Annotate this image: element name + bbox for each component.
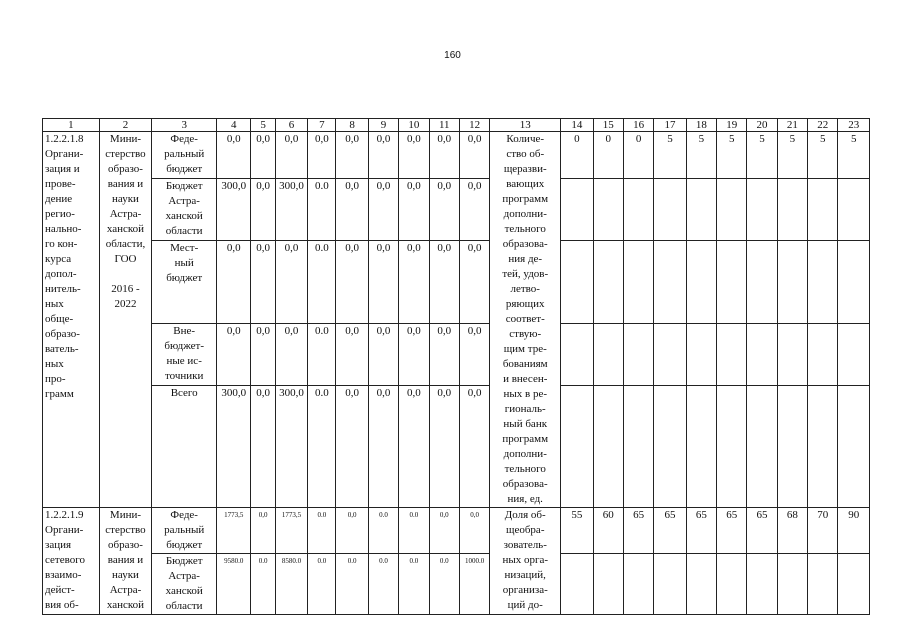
table-row <box>43 132 870 179</box>
funding-value: 8580.0 <box>275 554 307 615</box>
column-header: 20 <box>747 119 777 132</box>
funding-value: 0,0 <box>429 240 459 323</box>
column-header: 14 <box>561 119 593 132</box>
indicator-value: 0 <box>561 132 593 179</box>
funding-value: 0,0 <box>399 132 429 179</box>
indicator-value: 5 <box>717 132 747 179</box>
empty-cell <box>838 386 870 508</box>
funding-value: 0,0 <box>368 386 398 508</box>
empty-cell <box>747 240 777 323</box>
indicator-name: Количе- ство об- щеразви- вающих программ дополни- тельного образова- ния де- тей, удов- летво- ряющих соответ- ствую- щим тре- бованиям и внесен- ных в ре- гиональ- ный банк программ дополни- тельного образова- ния, ед. <box>490 132 561 508</box>
funding-source: Бюджет Астра- ханской области <box>152 554 217 615</box>
funding-value: 0,0 <box>217 240 251 323</box>
funding-value: 0,0 <box>217 324 251 386</box>
activity-executor: Мини- стерство образо- вания и науки Астра- ханской <box>99 508 152 615</box>
indicator-value: 90 <box>838 508 870 554</box>
empty-cell <box>686 178 716 240</box>
column-header: 4 <box>217 119 251 132</box>
empty-cell <box>593 324 623 386</box>
empty-cell <box>808 324 838 386</box>
empty-cell <box>838 554 870 615</box>
funding-value: 0,0 <box>459 508 489 554</box>
indicator-value: 65 <box>654 508 686 554</box>
funding-value: 0,0 <box>399 240 429 323</box>
indicator-value: 5 <box>686 132 716 179</box>
funding-value: 0,0 <box>336 240 368 323</box>
indicator-value: 65 <box>747 508 777 554</box>
empty-cell <box>838 178 870 240</box>
funding-value: 0,0 <box>308 132 336 179</box>
empty-cell <box>747 386 777 508</box>
funding-value: 300,0 <box>275 178 307 240</box>
funding-value: 0,0 <box>336 324 368 386</box>
empty-cell <box>593 386 623 508</box>
funding-value: 0.0 <box>368 508 398 554</box>
indicator-value: 70 <box>808 508 838 554</box>
funding-value: 0,0 <box>336 178 368 240</box>
empty-cell <box>808 386 838 508</box>
column-header: 2 <box>99 119 152 132</box>
column-header: 5 <box>251 119 275 132</box>
funding-value: 0,0 <box>459 324 489 386</box>
indicator-value: 65 <box>623 508 653 554</box>
funding-value: 0,0 <box>275 324 307 386</box>
table-row <box>43 240 870 323</box>
empty-cell <box>838 240 870 323</box>
empty-cell <box>593 178 623 240</box>
column-header: 1 <box>43 119 100 132</box>
funding-value: 0,0 <box>217 132 251 179</box>
empty-cell <box>654 386 686 508</box>
empty-cell <box>623 386 653 508</box>
empty-cell <box>686 324 716 386</box>
empty-cell <box>808 554 838 615</box>
funding-value: 0,0 <box>429 132 459 179</box>
table-row <box>43 178 870 240</box>
table-row <box>43 554 870 615</box>
funding-value: 1773,5 <box>217 508 251 554</box>
indicator-value: 65 <box>686 508 716 554</box>
empty-cell <box>623 240 653 323</box>
indicator-value: 5 <box>777 132 807 179</box>
funding-value: 0,0 <box>429 324 459 386</box>
funding-value: 0,0 <box>251 508 275 554</box>
empty-cell <box>777 324 807 386</box>
empty-cell <box>717 178 747 240</box>
column-header: 9 <box>368 119 398 132</box>
funding-value: 0,0 <box>459 178 489 240</box>
funding-value: 0,0 <box>429 178 459 240</box>
column-header: 12 <box>459 119 489 132</box>
column-header: 23 <box>838 119 870 132</box>
empty-cell <box>654 178 686 240</box>
funding-value: 0,0 <box>251 240 275 323</box>
table-row <box>43 386 870 508</box>
funding-value: 0.0 <box>308 178 336 240</box>
column-header: 16 <box>623 119 653 132</box>
empty-cell <box>777 178 807 240</box>
indicator-name: Доля об- щеобра- зователь- ных орга- низаций, организа- ций до- <box>490 508 561 615</box>
column-header: 18 <box>686 119 716 132</box>
funding-source: Феде- ральный бюджет <box>152 508 217 554</box>
funding-value: 0,0 <box>459 132 489 179</box>
empty-cell <box>623 554 653 615</box>
indicator-value: 5 <box>747 132 777 179</box>
empty-cell <box>777 386 807 508</box>
funding-source: Мест- ный бюджет <box>152 240 217 323</box>
empty-cell <box>561 178 593 240</box>
funding-value: 0.0 <box>308 386 336 508</box>
indicator-value: 5 <box>808 132 838 179</box>
page-number: 160 <box>444 50 461 61</box>
empty-cell <box>686 554 716 615</box>
empty-cell <box>686 240 716 323</box>
empty-cell <box>717 240 747 323</box>
funding-value: 0,0 <box>429 508 459 554</box>
funding-value: 0,0 <box>368 324 398 386</box>
funding-value: 0.0 <box>308 240 336 323</box>
empty-cell <box>777 554 807 615</box>
funding-value: 300,0 <box>217 386 251 508</box>
empty-cell <box>654 324 686 386</box>
funding-source: Феде- ральный бюджет <box>152 132 217 179</box>
empty-cell <box>561 386 593 508</box>
funding-value: 300,0 <box>275 386 307 508</box>
empty-cell <box>747 554 777 615</box>
column-header: 19 <box>717 119 747 132</box>
empty-cell <box>838 324 870 386</box>
empty-cell <box>561 554 593 615</box>
column-number-row <box>43 119 870 132</box>
funding-value: 0,0 <box>251 132 275 179</box>
funding-source: Всего <box>152 386 217 508</box>
funding-value: 0.0 <box>368 554 398 615</box>
empty-cell <box>747 178 777 240</box>
funding-value: 9580.0 <box>217 554 251 615</box>
activity-name: 1.2.2.1.8 Органи- зация и прове- дение регио- нально- го кон- курса допол- нитель- ных обще- образо- ватель- ных про- грамм <box>43 132 100 508</box>
indicator-value: 5 <box>838 132 870 179</box>
indicator-value: 65 <box>717 508 747 554</box>
funding-source: Бюджет Астра- ханской области <box>152 178 217 240</box>
column-header: 10 <box>399 119 429 132</box>
indicator-value: 60 <box>593 508 623 554</box>
funding-value: 1773,5 <box>275 508 307 554</box>
indicator-value: 0 <box>593 132 623 179</box>
funding-value: 0.0 <box>429 554 459 615</box>
empty-cell <box>686 386 716 508</box>
funding-value: 0,0 <box>251 324 275 386</box>
program-table <box>42 118 870 615</box>
indicator-value: 68 <box>777 508 807 554</box>
funding-value: 0,0 <box>336 386 368 508</box>
empty-cell <box>561 324 593 386</box>
funding-value: 0.0 <box>251 554 275 615</box>
funding-value: 0.0 <box>399 508 429 554</box>
empty-cell <box>717 554 747 615</box>
empty-cell <box>623 324 653 386</box>
funding-value: 0.0 <box>308 508 336 554</box>
funding-value: 0,0 <box>459 240 489 323</box>
funding-value: 0,0 <box>275 240 307 323</box>
funding-value: 0,0 <box>368 132 398 179</box>
funding-value: 0,0 <box>368 178 398 240</box>
funding-value: 0.0 <box>308 554 336 615</box>
funding-value: 0,0 <box>429 386 459 508</box>
column-header: 15 <box>593 119 623 132</box>
funding-value: 0,0 <box>459 386 489 508</box>
funding-value: 0,0 <box>251 386 275 508</box>
funding-value: 0,0 <box>251 178 275 240</box>
funding-value: 0.0 <box>308 324 336 386</box>
table-row <box>43 324 870 386</box>
empty-cell <box>777 240 807 323</box>
column-header: 8 <box>336 119 368 132</box>
empty-cell <box>654 554 686 615</box>
funding-value: 0,0 <box>336 132 368 179</box>
funding-value: 0,0 <box>275 132 307 179</box>
activity-name: 1.2.2.1.9 Органи- зация сетевого взаимо- дейст- вия об- <box>43 508 100 615</box>
empty-cell <box>654 240 686 323</box>
column-header: 17 <box>654 119 686 132</box>
empty-cell <box>747 324 777 386</box>
funding-value: 0.0 <box>399 554 429 615</box>
funding-value: 0.0 <box>336 554 368 615</box>
funding-value: 0,0 <box>336 508 368 554</box>
column-header: 3 <box>152 119 217 132</box>
activity-executor: Мини- стерство образо- вания и науки Астра- ханской области, ГОО 2016 - 2022 <box>99 132 152 508</box>
column-header: 6 <box>275 119 307 132</box>
funding-value: 0,0 <box>399 324 429 386</box>
funding-value: 0,0 <box>399 386 429 508</box>
indicator-value: 5 <box>654 132 686 179</box>
empty-cell <box>717 324 747 386</box>
empty-cell <box>593 554 623 615</box>
column-header: 7 <box>308 119 336 132</box>
column-header: 21 <box>777 119 807 132</box>
indicator-value: 55 <box>561 508 593 554</box>
empty-cell <box>623 178 653 240</box>
funding-value: 0,0 <box>399 178 429 240</box>
funding-value: 0,0 <box>368 240 398 323</box>
empty-cell <box>808 178 838 240</box>
funding-value: 300,0 <box>217 178 251 240</box>
column-header: 22 <box>808 119 838 132</box>
indicator-value: 0 <box>623 132 653 179</box>
funding-value: 1000.0 <box>459 554 489 615</box>
empty-cell <box>561 240 593 323</box>
table-row <box>43 508 870 554</box>
empty-cell <box>593 240 623 323</box>
empty-cell <box>717 386 747 508</box>
column-header: 13 <box>490 119 561 132</box>
empty-cell <box>808 240 838 323</box>
funding-source: Вне- бюджет- ные ис- точники <box>152 324 217 386</box>
column-header: 11 <box>429 119 459 132</box>
